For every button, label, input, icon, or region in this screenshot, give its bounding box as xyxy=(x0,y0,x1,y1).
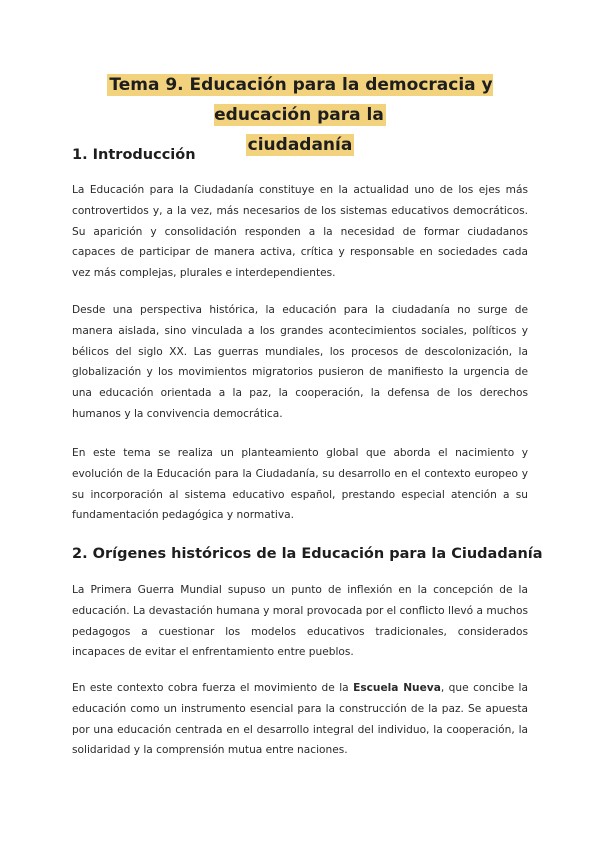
paragraph-text: , que concibe la educación como un instrumento esencial para la construcción de la paz. Se apuesta por una educación centrada en el desarrollo integral del individuo, la cooperación, la solidaridad y la comprensión mutua entre naciones. xyxy=(72,682,528,757)
section-heading-introduccion: 1. Introducción xyxy=(72,147,196,163)
section-heading-origenes: 2. Orígenes históricos de la Educación para la Ciudadanía xyxy=(72,546,543,562)
paragraph: La Educación para la Ciudadanía constituye en la actualidad uno de los ejes más controvertidos y, a la vez, más necesarios de los sistemas educativos democráticos. Su aparición y consolidación responden a la necesidad de formar ciudadanos capaces de participar de manera activa, crítica y responsable en sociedades cada vez más complejas, plurales e interdependientes. xyxy=(72,184,528,280)
escuela-nueva-term: Escuela Nueva xyxy=(353,682,441,694)
paragraph: Desde una perspectiva histórica, la educación para la ciudadanía no surge de manera aislada, sino vinculada a los grandes acontecimientos sociales, políticos y bélicos del siglo XX. Las guerras mundiales, los procesos de descolonización, la globalización y los movimientos migratorios pusieron de manifiesto la urgencia de una educación orientada a la paz, la cooperación, la defensa de los derechos humanos y la convivencia democrática. xyxy=(72,304,528,420)
title-line-2: ciudadanía xyxy=(247,135,353,155)
paragraph: En este tema se realiza un planteamiento global que aborda el nacimiento y evolución de la Educación para la Ciudadanía, su desarrollo en el contexto europeo y su incorporación al sistema educativo español, prestando especial atención a su fundamentación pedagógica y normativa. xyxy=(72,447,528,522)
paragraph: La Primera Guerra Mundial supuso un punto de inflexión en la concepción de la educación. La devastación humana y moral provocada por el conflicto llevó a muchos pedagogos a cuestionar los modelos educativos tradicionales, considerados incapaces de evitar el enfrentamiento entre pueblos. xyxy=(72,584,528,659)
paragraph xyxy=(72,678,528,761)
title-line-1: Tema 9. Educación para la democracia y educación para la xyxy=(109,75,493,125)
paragraph-text: En este contexto cobra fuerza el movimiento de la xyxy=(72,682,354,694)
